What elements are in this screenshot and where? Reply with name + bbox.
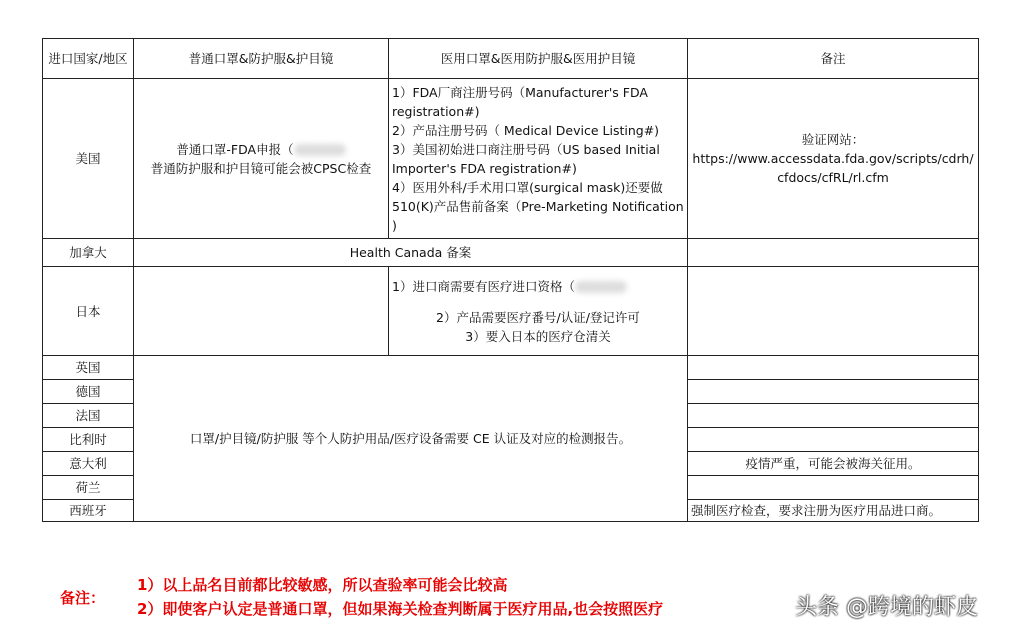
req: 4）医用外科/手术用口罩(surgical mask)还要做510(K)产品售前备案（Pre-Marketing Notification ) [392, 179, 684, 233]
japan-note [688, 267, 979, 356]
footer-line: 2）即使客户认定是普通口罩，但如果海关检查判断属于医疗用品,也会按照医疗 [137, 600, 664, 618]
verify-url[interactable]: https://www.accessdata.fda.gov/scripts/cdrh/cfdocs/cfRL/rl.cfm [692, 151, 974, 185]
req: 1）进口商需要有医疗进口资格（ [392, 278, 575, 294]
redacted [294, 144, 346, 156]
eu-note: 强制医疗检查，要求注册为医疗用品进口商。 [688, 500, 979, 522]
header-row [43, 39, 979, 79]
req: 1）FDA厂商注册号码（Manufacturer's FDA registration#) [392, 84, 648, 119]
footer-label: 备注： [60, 589, 106, 607]
req: 2）产品需要医疗番号/认证/登记许可 [436, 309, 640, 325]
country: 日本 [43, 267, 134, 356]
country: 比利时 [43, 428, 134, 452]
japan-general [134, 267, 389, 356]
us-general [134, 79, 389, 239]
row-us [43, 79, 979, 239]
us-general-line: 普通口罩-FDA申报（ [176, 141, 294, 157]
redacted [575, 281, 627, 293]
country: 荷兰 [43, 476, 134, 500]
country: 法国 [43, 404, 134, 428]
eu-note: 疫情严重，可能会被海关征用。 [688, 452, 979, 476]
import-requirements-table [42, 38, 979, 522]
header-country: 进口国家/地区 [43, 39, 134, 79]
watermark: 头条 @跨境的虾皮 [795, 595, 978, 620]
country: 美国 [43, 79, 134, 239]
row-japan [43, 267, 979, 356]
country: 加拿大 [43, 239, 134, 267]
canada-note [688, 239, 979, 267]
footer-line: 1）以上品名目前都比较敏感，所以查验率可能会比较高 [137, 576, 508, 594]
row-canada [43, 239, 979, 267]
eu-note [688, 356, 979, 380]
us-note [688, 79, 979, 239]
eu-note [688, 380, 979, 404]
req: 3）美国初始进口商注册号码（US based Initial Importer's FDA registration#) [392, 141, 660, 176]
country: 德国 [43, 380, 134, 404]
eu-note [688, 404, 979, 428]
note-label: 验证网站： [801, 132, 865, 147]
req: 2）产品注册号码（ Medical Device Listing#) [392, 122, 660, 138]
country: 西班牙 [43, 500, 134, 522]
eu-note [688, 476, 979, 500]
country: 意大利 [43, 452, 134, 476]
country: 英国 [43, 356, 134, 380]
row-eu [43, 356, 979, 380]
eu-req: 口罩/护目镜/防护服 等个人防护用品/医疗设备需要 CE 认证及对应的检测报告。 [134, 356, 688, 522]
header-notes: 备注 [688, 39, 979, 79]
header-medical: 医用口罩&医用防护服&医用护目镜 [389, 39, 688, 79]
us-medical [389, 79, 688, 239]
japan-medical [389, 267, 688, 356]
req: 3）要入日本的医疗仓清关 [465, 328, 611, 344]
eu-note [688, 428, 979, 452]
us-general-line: 普通防护服和护目镜可能会被CPSC检查 [150, 160, 372, 176]
canada-req: Health Canada 备案 [134, 239, 688, 267]
header-general: 普通口罩&防护服&护目镜 [134, 39, 389, 79]
